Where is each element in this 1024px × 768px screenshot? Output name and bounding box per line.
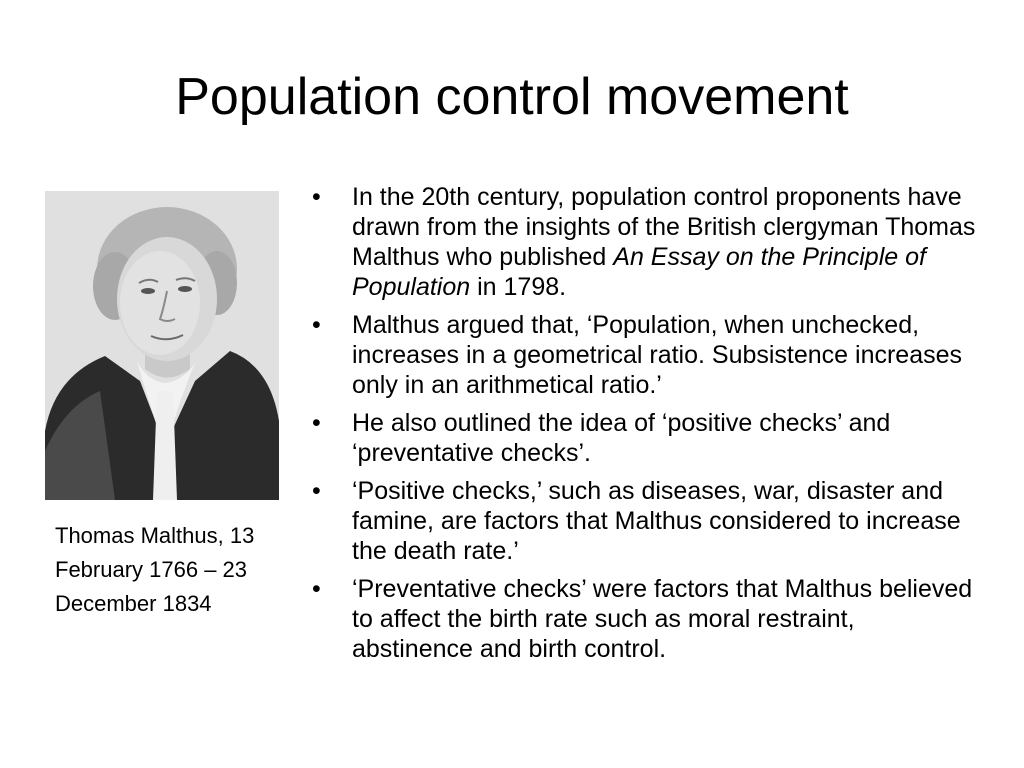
bullet-text: Malthus argued that, ‘Population, when unchecked, increases in a geometrical ratio. Subsistence increases only in an arithmetical ratio.’ — [352, 311, 963, 399]
bullet-text: ‘Preventative checks’ were factors that Malthus believed to affect the birth rate such as moral restraint, abstinence and birth control. — [352, 575, 973, 663]
slide-title: Population control movement — [175, 68, 849, 126]
bullet-text: He also outlined the idea of ‘positive checks’ and ‘preventative checks’. — [352, 409, 891, 467]
portrait-caption: Thomas Malthus, 13 February 1766 – 23 December 1834 — [55, 523, 255, 616]
bullet-item — [312, 574, 982, 664]
bullet-marker: • — [312, 575, 321, 603]
bullet-text: In the 20th century, population control proponents have drawn from the insights of the British clergyman Thomas Malthus who published — [352, 183, 976, 271]
bullet-item — [312, 310, 982, 400]
bullet-marker: • — [312, 409, 321, 437]
bullet-item — [312, 408, 982, 468]
bullet-marker: • — [312, 183, 321, 211]
bullet-marker: • — [312, 477, 321, 505]
bullet-text: ‘Positive checks,’ such as diseases, war, disaster and famine, are factors that Malthus considered to increase the death rate.’ — [352, 477, 961, 565]
portrait-illustration — [45, 191, 279, 500]
bullet-marker: • — [312, 311, 321, 339]
portrait-image — [45, 191, 279, 500]
bullet-text: in 1798. — [470, 273, 567, 301]
bullet-list — [312, 182, 982, 672]
book-title: An Essay on the Principle of Population — [352, 243, 926, 301]
bullet-item — [312, 182, 982, 302]
bullet-item — [312, 476, 982, 566]
